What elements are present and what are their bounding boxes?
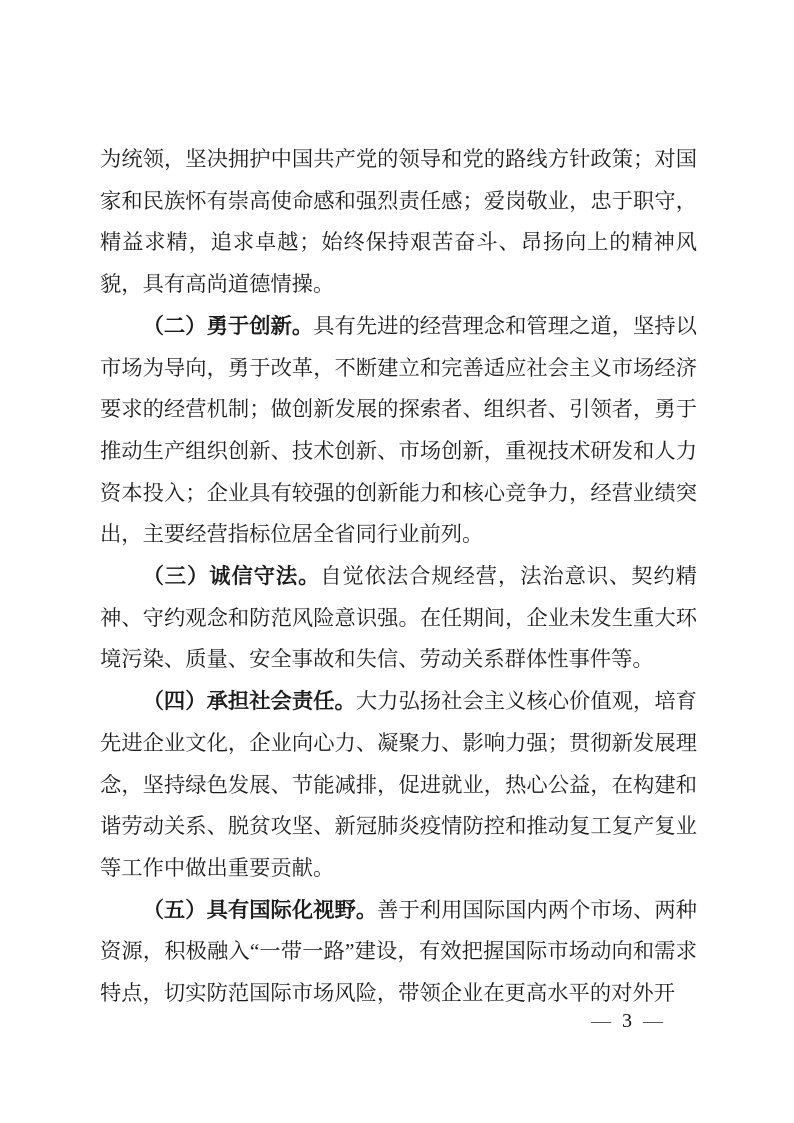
paragraph-lead: （三）诚信守法。: [142, 564, 321, 589]
paragraph-lead: （五）具有国际化视野。: [142, 897, 378, 922]
paragraph-text: 自觉依法合规经营，法治意识、契约精神、守约观念和防范风险意识强。在任期间，企业未发生重大环境污染、质量、安全事故和失信、劳动关系群体性事件等。: [100, 564, 697, 672]
paragraph-text: 大力弘扬社会主义核心价值观，培育先进企业文化，企业向心力、凝聚力、影响力强；贯彻新发展理念，坚持绿色发展、节能减排，促进就业，热心公益，在构建和谐劳动关系、脱贫攻坚、新冠肺炎疫情防控和推动复工复产复业等工作中做出重要贡献。: [100, 689, 697, 880]
paragraph-lead: （四）承担社会责任。: [142, 689, 356, 714]
paragraph-clause-3-integrity: [100, 556, 697, 681]
document-body: [100, 139, 697, 1015]
paragraph-text: 为统领，坚决拥护中国共产党的领导和党的路线方针政策；对国家和民族怀有崇高使命感和强烈责任感；爱岗敬业，忠于职守，精益求精，追求卓越；始终保持艰苦奋斗、昂扬向上的精神风貌，具有高尚道德情操。: [100, 147, 697, 297]
paragraph-text: 善于利用国际国内两个市场、两种资源，积极融入“一带一路”建设，有效把握国际市场动向和需求特点，切实防范国际市场风险，带领企业在更高水平的对外开: [100, 897, 697, 1006]
paragraph-continuation: [100, 139, 697, 306]
page-number: [585, 1009, 670, 1033]
paragraph-clause-5-international-vision: [100, 890, 697, 1015]
page-number-right-dash: —: [643, 1010, 664, 1032]
paragraph-text: 具有先进的经营理念和管理之道，坚持以市场为导向，勇于改革，不断建立和完善适应社会主义市场经济要求的经营机制；做创新发展的探索者、组织者、引领者，勇于推动生产组织创新、技术创新、市场创新，重视技术研发和人力资本投入；企业具有较强的创新能力和核心竞争力，经营业绩突出，主要经营指标位居全省同行业前列。: [100, 313, 697, 547]
paragraph-clause-2-innovation: [100, 306, 697, 556]
paragraph-clause-4-social-responsibility: [100, 681, 697, 890]
paragraph-lead: （二）勇于创新。: [142, 313, 314, 338]
page-number-left-dash: —: [591, 1010, 612, 1032]
page-number-value: 3: [622, 1010, 633, 1032]
